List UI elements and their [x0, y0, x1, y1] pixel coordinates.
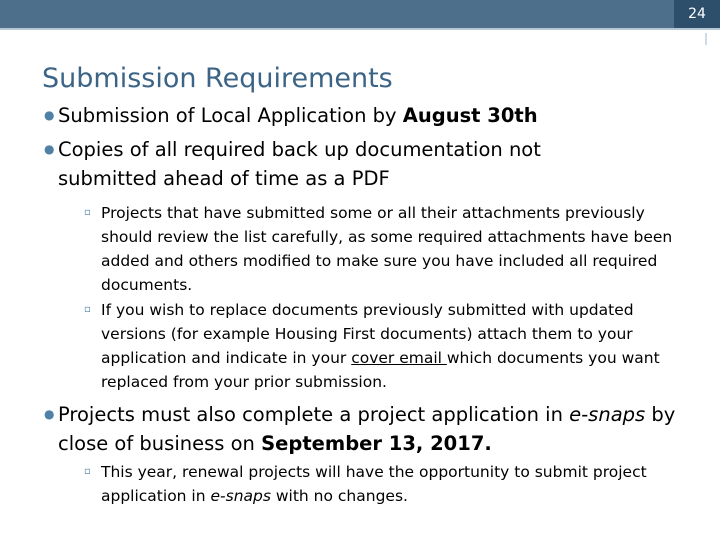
header-divider	[0, 28, 720, 30]
sub-bullet-text: Projects that have submitted some or all their attachments previously should review the list carefully, as some required attachments have been added and others modified to make sure you have included all required documents.	[101, 204, 673, 294]
sub-bullet-replace-docs	[84, 298, 676, 394]
bullet-text-mid: by close of business on	[58, 403, 676, 455]
page-number: 24	[674, 0, 720, 28]
bullet-item-submission	[44, 101, 698, 130]
sub-bullet-text: If you wish to replace documents previously submitted with updated versions (for example Housing First documents) attach them to your application and indicate in your	[101, 301, 634, 367]
bullet-text: Projects must also complete a project application in	[58, 403, 570, 426]
bullet-icon: ●	[44, 108, 55, 122]
bullet-text: Copies of all required back up documentation not submitted ahead of time as a PDF	[58, 138, 541, 190]
sub-bullet-text: This year, renewal projects will have the opportunity to submit project application in	[101, 463, 647, 505]
sub-bullet-renewal	[84, 460, 691, 508]
bullet-icon: ●	[44, 142, 55, 156]
square-bullet-icon: ▫	[84, 466, 91, 477]
bullet-deadline: August 30th	[402, 104, 538, 127]
bullet-deadline: September 13, 2017.	[261, 432, 492, 455]
slide-header-bar	[0, 0, 720, 28]
slide-title: Submission Requirements	[42, 63, 393, 94]
bullet-icon: ●	[44, 407, 55, 421]
corner-decoration	[705, 33, 717, 45]
bullet-item-copies	[44, 135, 618, 193]
esnaps-term: e-snaps	[210, 487, 271, 505]
sub-bullet-review-list	[84, 201, 686, 297]
bullet-text: Submission of Local Application by	[58, 104, 403, 127]
sub-bullet-text-end: which documents you want replaced from your prior submission.	[101, 349, 660, 391]
cover-email-link: cover email	[351, 349, 447, 367]
esnaps-term: e-snaps	[569, 403, 646, 426]
square-bullet-icon: ▫	[84, 304, 91, 315]
sub-bullet-text-end: with no changes.	[270, 487, 408, 505]
bullet-item-esnaps	[44, 400, 683, 458]
square-bullet-icon: ▫	[84, 207, 91, 218]
